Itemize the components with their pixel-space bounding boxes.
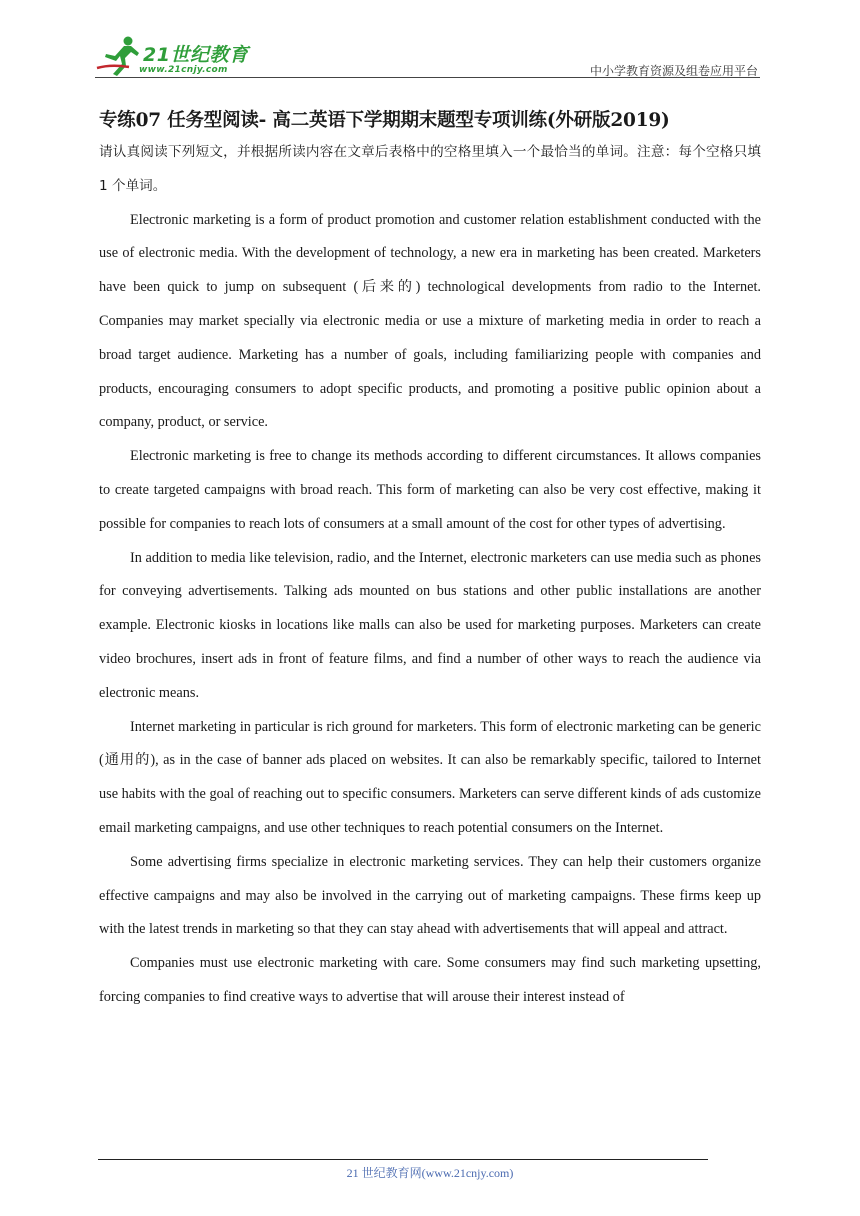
page-header [95, 34, 760, 78]
paragraph-5: Some advertising firms specialize in electronic marketing services. They can help their customers organize effective campaigns and may also be involved in the carrying out of marketing campaigns. These firms keep up with the latest trends in marketing so that they can stay ahead with advertisements that will appeal and attract. [99, 853, 761, 938]
footer-link[interactable]: 21 世纪教育网(www.21cnjy.com) [346, 1166, 514, 1180]
instruction-text: 请认真阅读下列短文，并根据所读内容在文章后表格中的空格里填入一个最恰当的单词。注意：每个空格只填 1 个单词。 [99, 144, 761, 194]
platform-name: 中小学教育资源及组卷应用平台 [589, 64, 758, 78]
paragraph-3: In addition to media like television, radio, and the Internet, electronic marketers can use media such as phones for conveying advertisements. Talking ads mounted on bus stations and other public installations are another example. Electronic kiosks in locations like malls can also be used for marketing purposes. Marketers can create video brochures, insert ads in front of feature films, and find a number of other ways to reach the audience via electronic means. [99, 549, 761, 701]
paragraph-2: Electronic marketing is free to change its methods according to different circumstances. It allows companies to create targeted campaigns with broad reach. This form of marketing can also be very cost effective, making it possible for companies to reach lots of consumers at a small amount of the cost for other types of advertising. [99, 448, 761, 532]
paragraph-4: Internet marketing in particular is rich ground for marketers. This form of electronic marketing can be generic (通用的), as in the case of banner ads placed on websites. It can also be remarkably specific, tailored to Internet use habits with the goal of reaching out to specific consumers. Marketers can serve different kinds of ads customize email marketing campaigns, and use other techniques to reach potential consumers on the Internet. [99, 718, 761, 836]
running-figure-icon [95, 34, 145, 78]
document-title: 专练07 任务型阅读- 高二英语下学期期末题型专项训练(外研版2019) [99, 110, 670, 131]
logo-url: www.21cnjy.com [139, 65, 228, 75]
paragraph-6: Companies must use electronic marketing with care. Some consumers may find such marketing upsetting, forcing companies to find creative ways to advertise that will arouse their interest instead of [99, 955, 761, 1005]
logo-wordmark: 21世纪教育 [143, 44, 249, 66]
paragraph-1: Electronic marketing is a form of product promotion and customer relation establishment conducted with the use of electronic media. With the development of technology, a new era in marketing has been created. Marketers have been quick to jump on subsequent (后来的) technological developments from radio to the Internet. Companies may market specially via electronic media or use a mixture of marketing media in order to reach a broad target audience. Marketing has a number of goals, including familiarizing people with companies and products, encouraging consumers to adopt specific products, and promoting a positive public opinion about a company, product, or service. [99, 211, 761, 431]
header-divider [95, 77, 760, 78]
document-body [99, 106, 761, 1015]
footer-divider [98, 1159, 708, 1160]
site-logo[interactable] [95, 34, 265, 78]
